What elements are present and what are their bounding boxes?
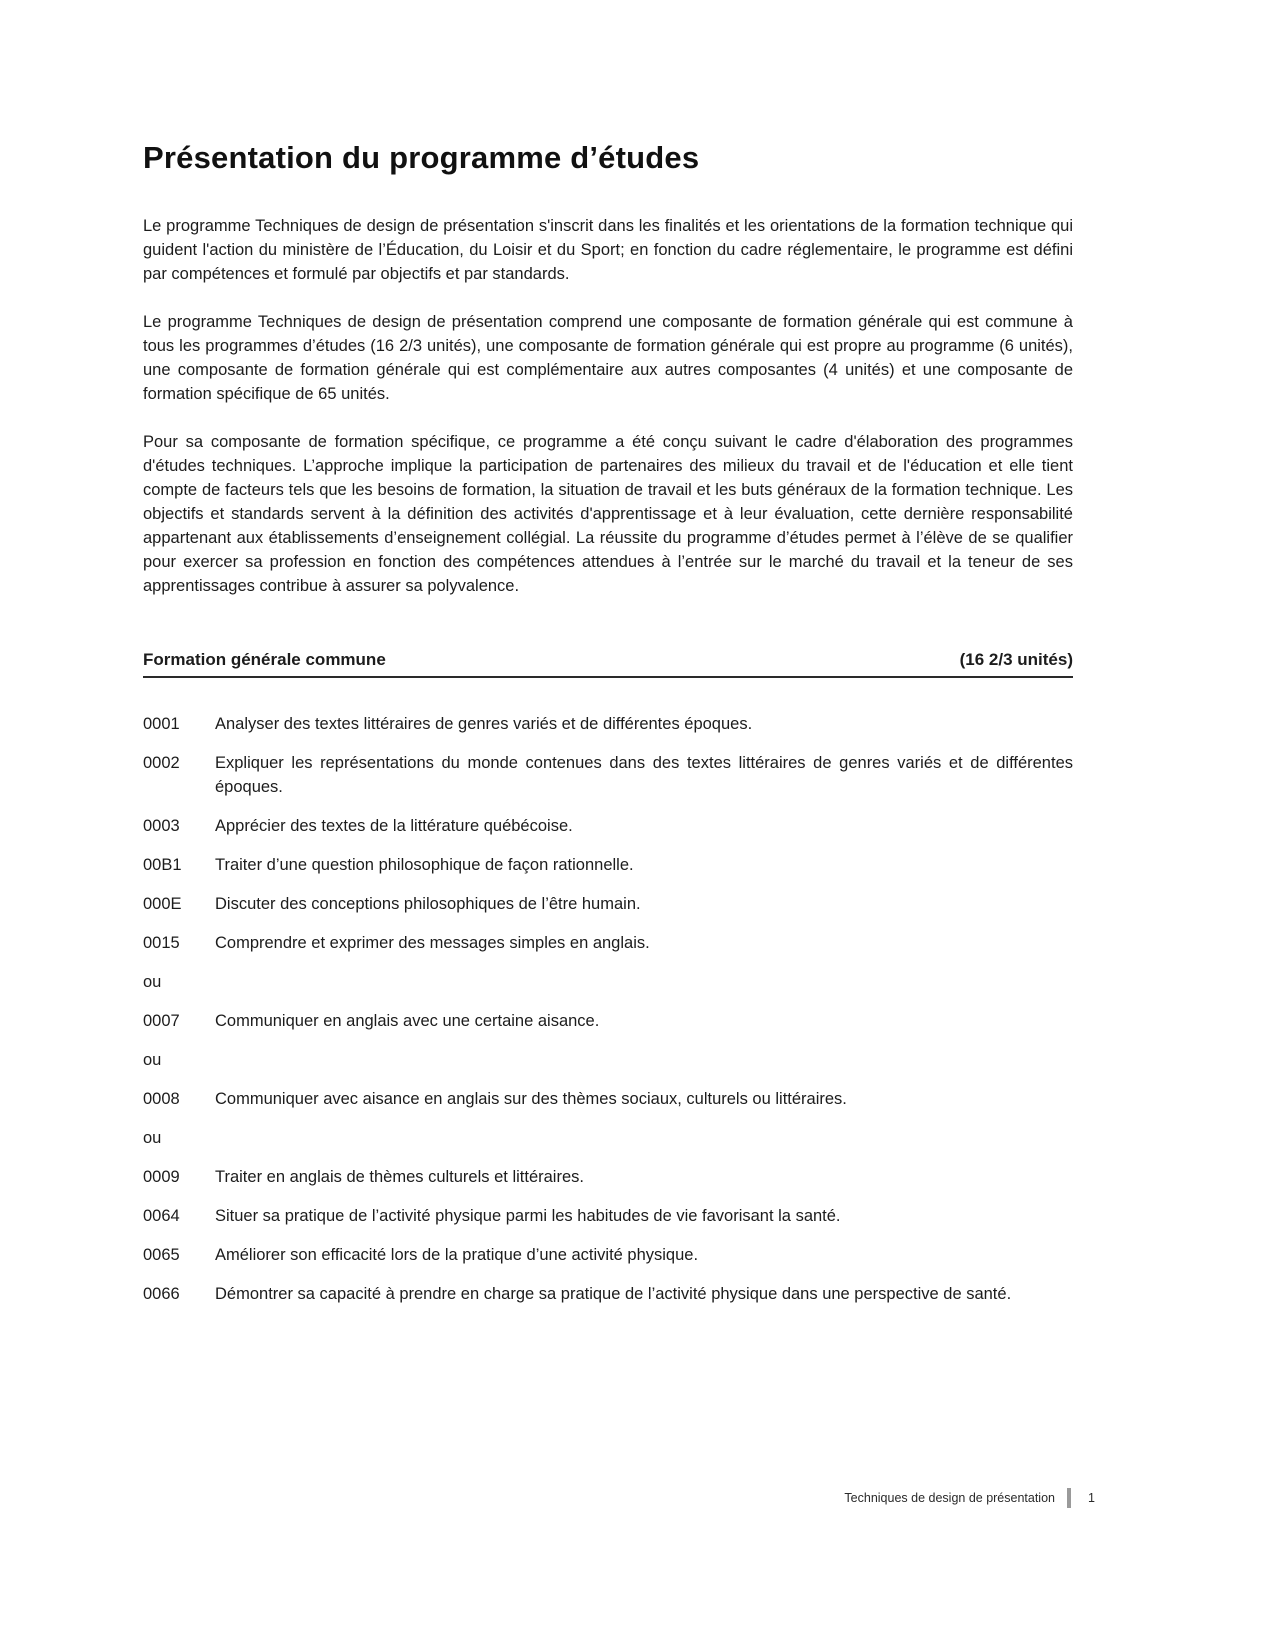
section-header: [143, 650, 1073, 678]
competency-code: 0065: [143, 1246, 180, 1264]
competency-text: Discuter des conceptions philosophiques de l’être humain.: [215, 895, 641, 913]
competency-row: [143, 931, 1073, 955]
section-units: (16 2/3 unités): [959, 650, 1073, 669]
competency-row: [143, 712, 1073, 736]
competency-text: Analyser des textes littéraires de genres variés et de différentes époques.: [215, 715, 753, 733]
competency-text: Expliquer les représentations du monde contenues dans des textes littéraires de genres variés et de différentes époques.: [215, 754, 1073, 796]
competency-row: [143, 853, 1073, 877]
competency-text: Améliorer son efficacité lors de la pratique d’une activité physique.: [215, 1246, 699, 1264]
competency-text: Situer sa pratique de l’activité physique parmi les habitudes de vie favorisant la santé.: [215, 1207, 841, 1225]
or-label: ou: [143, 1051, 162, 1069]
competency-text: Communiquer en anglais avec une certaine aisance.: [215, 1012, 600, 1030]
competency-code: 0064: [143, 1207, 180, 1225]
competency-list: [143, 712, 1073, 1306]
competency-text: Traiter d’une question philosophique de façon rationnelle.: [215, 856, 634, 874]
competency-text: Apprécier des textes de la littérature québécoise.: [215, 817, 573, 835]
competency-row: [143, 1165, 1073, 1189]
competency-code: 0002: [143, 754, 180, 772]
competency-code: 0001: [143, 715, 180, 733]
page-title: Présentation du programme d’études: [143, 140, 700, 175]
footer-divider: [1067, 1488, 1071, 1508]
competency-code: 0015: [143, 934, 180, 952]
or-label: ou: [143, 1129, 162, 1147]
page-footer: [844, 1488, 1095, 1508]
competency-row: [143, 814, 1073, 838]
or-label: ou: [143, 973, 162, 991]
or-separator: [143, 1048, 1073, 1072]
competency-row: [143, 1087, 1073, 1111]
competency-row: [143, 1282, 1073, 1306]
competency-row: [143, 1009, 1073, 1033]
competency-row: [143, 892, 1073, 916]
section-title: Formation générale commune: [143, 650, 386, 669]
competency-row: [143, 1204, 1073, 1228]
competency-code: 0008: [143, 1090, 180, 1108]
competency-code: 000E: [143, 895, 182, 913]
intro-paragraph: Le programme Techniques de design de présentation s'inscrit dans les finalités et les orientations de la formation technique qui guident l'action du ministère de l’Éducation, du Loisir et du Sport; en fonction du cadre réglementaire, le programme est défini par compétences et formulé par objectifs et par standards.: [143, 217, 1073, 283]
competency-text: Démontrer sa capacité à prendre en charge sa pratique de l’activité physique dans une perspective de santé.: [215, 1285, 1012, 1303]
specific-component-paragraph: Pour sa composante de formation spécifique, ce programme a été conçu suivant le cadre d'élaboration des programmes d'études techniques. L’approche implique la participation de partenaires des milieux du travail et de l'éducation et elle tient compte de facteurs tels que les besoins de formation, la situation de travail et les buts généraux de la formation technique. Les objectifs et standards servent à la définition des activités d'apprentissage et à leur évaluation, cette dernière responsabilité appartenant aux établissements d’enseignement collégial. La réussite du programme d’études permet à l’élève de se qualifier pour exercer sa profession en fonction des compétences attendues à l’entrée sur le marché du travail et la teneur de ses apprentissages contribue à assurer sa polyvalence.: [143, 433, 1073, 595]
competency-text: Comprendre et exprimer des messages simples en anglais.: [215, 934, 650, 952]
competency-code: 0009: [143, 1168, 180, 1186]
components-paragraph: Le programme Techniques de design de présentation comprend une composante de formation générale qui est commune à tous les programmes d’études (16 2/3 unités), une composante de formation générale qui est propre au programme (6 unités), une composante de formation générale qui est complémentaire aux autres composantes (4 unités) et une composante de formation spécifique de 65 unités.: [143, 313, 1073, 403]
footer-doc-title: Techniques de design de présentation: [844, 1491, 1055, 1505]
competency-code: 0003: [143, 817, 180, 835]
competency-text: Traiter en anglais de thèmes culturels et littéraires.: [215, 1168, 584, 1186]
competency-text: Communiquer avec aisance en anglais sur des thèmes sociaux, culturels ou littéraires.: [215, 1090, 847, 1108]
or-separator: [143, 970, 1073, 994]
or-separator: [143, 1126, 1073, 1150]
competency-code: 0007: [143, 1012, 180, 1030]
competency-code: 00B1: [143, 856, 182, 874]
competency-row: [143, 1243, 1073, 1267]
competency-row: [143, 751, 1073, 799]
footer-page-number: 1: [1088, 1491, 1095, 1505]
competency-code: 0066: [143, 1285, 180, 1303]
